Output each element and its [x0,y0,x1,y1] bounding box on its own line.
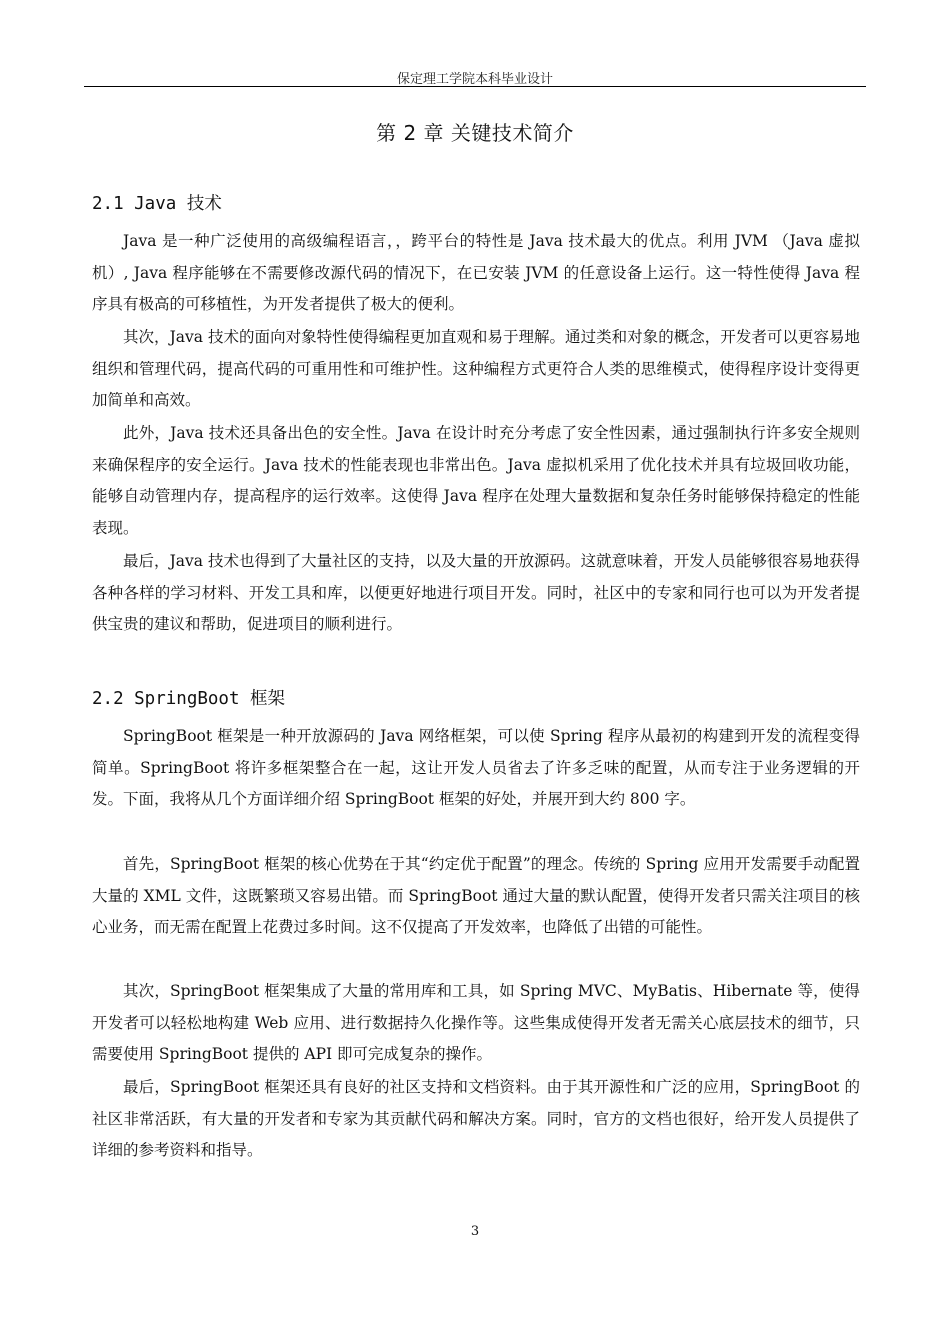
paragraph: Java 是一种广泛使用的高级编程语言，，跨平台的特性是 Java 技术最大的优点。利用 JVM （Java 虚拟机）, Java 程序能够在不需要修改源代码的情况下，在已安装 JVM 的任意设备上运行。这一特性使得 Java 程序具有极高的可移植性，为开发者提供了极大的便利。 [92,232,860,314]
paragraph: 其次，Java 技术的面向对象特性使得编程更加直观和易于理解。通过类和对象的概念，开发者可以更容易地组织和管理代码，提高代码的可重用性和可维护性。这种编程方式更符合人类的思维模式，使得程序设计变得更加简单和高效。 [92,328,860,410]
section-title-springboot: 2.2 SpringBoot 框架 [92,689,286,709]
section-title-java: 2.1 Java 技术 [92,194,222,214]
paragraph: 首先，SpringBoot 框架的核心优势在于其“约定优于配置”的理念。传统的 Spring 应用开发需要手动配置大量的 XML 文件，这既繁琐又容易出错。而 SpringBoot 通过大量的默认配置，使得开发者只需关注项目的核心业务，而无需在配置上花费过多时间。这不仅提高了开发效率，也降低了出错的可能性。 [92,855,860,937]
paragraph: 最后，Java 技术也得到了大量社区的支持，以及大量的开放源码。这就意味着，开发人员能够很容易地获得各种各样的学习材料、开发工具和库，以便更好地进行项目开发。同时，社区中的专家和同行也可以为开发者提供宝贵的建议和帮助，促进项目的顺利进行。 [92,552,860,634]
paragraph: 最后，SpringBoot 框架还具有良好的社区支持和文档资料。由于其开源性和广泛的应用，SpringBoot 的社区非常活跃，有大量的开发者和专家为其贡献代码和解决方案。同时，官方的文档也很好，给开发人员提供了详细的参考资料和指导。 [92,1078,860,1160]
paragraph: 此外，Java 技术还具备出色的安全性。Java 在设计时充分考虑了安全性因素，通过强制执行许多安全规则来确保程序的安全运行。Java 技术的性能表现也非常出色。Java 虚拟机采用了优化技术并具有垃圾回收功能，能够自动管理内存，提高程序的运行效率。这使得 Java 程序在处理大量数据和复杂任务时能够保持稳定的性能表现。 [92,424,860,537]
paragraph: SpringBoot 框架是一种开放源码的 Java 网络框架，可以使 Spring 程序从最初的构建到开发的流程变得简单。SpringBoot 将许多框架整合在一起，这让开发人员省去了许多乏味的配置，从而专注于业务逻辑的开发。下面，我将从几个方面详细介绍 SpringBoot 框架的好处，并展开到大约 800 字。 [92,727,860,809]
header-divider [84,86,866,87]
chapter-title: 第 2 章 关键技术简介 [376,121,574,145]
page-number: 3 [470,1224,480,1239]
paragraph: 其次，SpringBoot 框架集成了大量的常用库和工具，如 Spring MVC、MyBatis、Hibernate 等，使得开发者可以轻松地构建 Web 应用、进行数据持久化操作等。这些集成使得开发者无需关心底层技术的细节，只需要使用 SpringBoot 提供的 API 即可完成复杂的操作。 [92,982,860,1064]
page-header: 保定理工学院本科毕业设计 [396,72,553,87]
